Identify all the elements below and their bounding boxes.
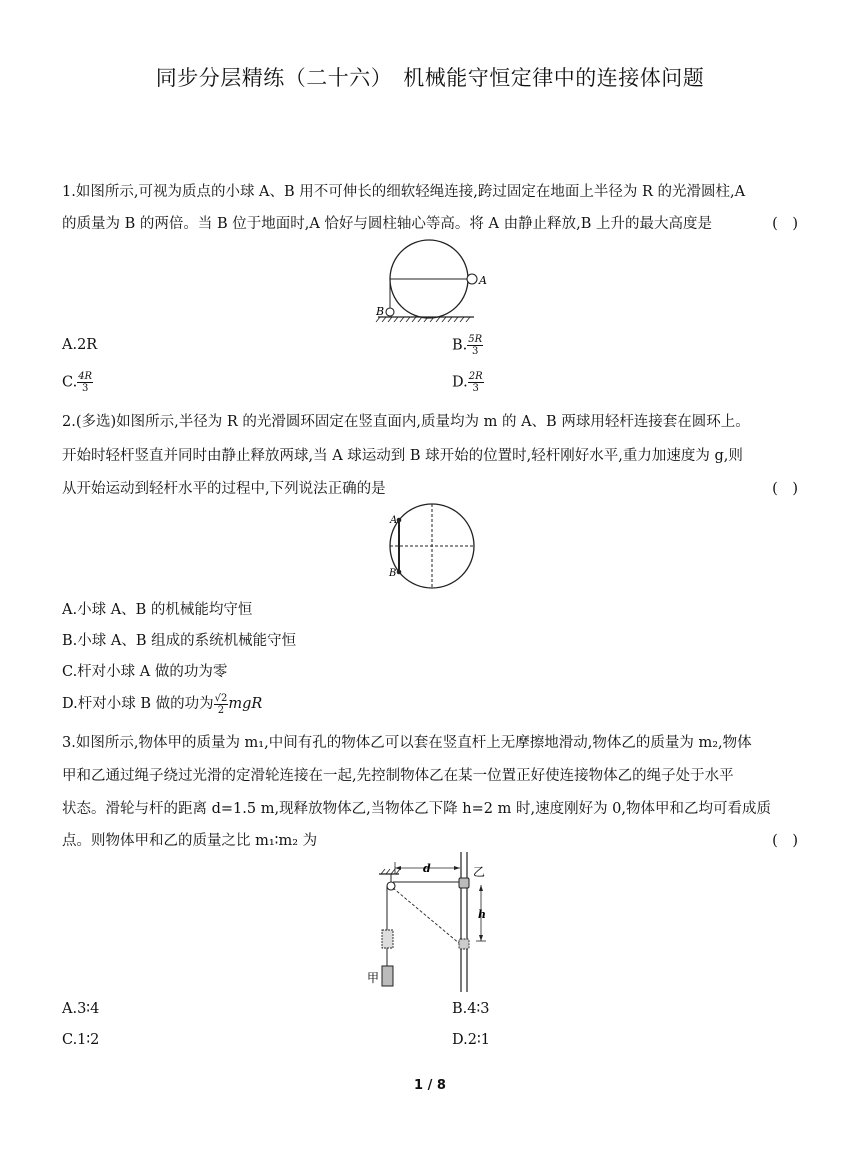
q2-figure bbox=[380, 500, 490, 592]
q3-option-c: C.1∶2 bbox=[62, 1032, 100, 1048]
q1-option-d: D. $\frac{2R}{3}$ bbox=[452, 371, 483, 394]
q1-option-b: B. $\frac{5R}{3}$ bbox=[452, 334, 483, 357]
q3-text-line2: 甲和乙通过绳子绕过光滑的定滑轮连接在一起,先控制物体乙在某一位置正好使连接物体乙的绳子处于水平 bbox=[62, 768, 734, 784]
q1-figure bbox=[370, 238, 500, 324]
q2-text-line2: 开始时轻杆竖直并同时由静止释放两球,当 A 球运动到 B 球开始的位置时,轻杆刚好水平,重力加速度为 g,则 bbox=[62, 448, 743, 464]
q1-option-a: A.2R bbox=[62, 337, 98, 353]
q1-answer-paren: ( ) bbox=[772, 216, 798, 232]
q3-text-line4: 点。则物体甲和乙的质量之比 m₁∶m₂ 为 bbox=[62, 833, 318, 849]
q3-fig-label-jia: 甲 bbox=[367, 971, 380, 985]
q2-text-line3: 从开始运动到轻杆水平的过程中,下列说法正确的是 bbox=[62, 481, 386, 497]
q2-answer-paren: ( ) bbox=[772, 481, 798, 497]
q2-text-line1: 2.(多选)如图所示,半径为 R 的光滑圆环固定在竖直面内,质量均为 m 的 A、B 两球用轻杆连接套在圆环上。 bbox=[62, 414, 750, 430]
page-number: 1 / 8 bbox=[414, 1078, 446, 1093]
q3-text-line3: 状态。滑轮与杆的距离 d=1.5 m,现释放物体乙,当物体乙下降 h=2 m 时,速度刚好为 0,物体甲和乙均可看成质 bbox=[62, 801, 772, 817]
q3-option-d: D.2∶1 bbox=[452, 1032, 490, 1048]
q2-option-c: C.杆对小球 A 做的功为零 bbox=[62, 664, 228, 680]
q3-figure bbox=[365, 852, 505, 992]
q1-text-line1: 1.如图所示,可视为质点的小球 A、B 用不可伸长的细软轻绳连接,跨过固定在地面上半径为 R 的光滑圆柱,A bbox=[62, 184, 746, 200]
q3-answer-paren: ( ) bbox=[772, 833, 798, 849]
q3-option-a: A.3∶4 bbox=[62, 1001, 100, 1017]
q3-option-b: B.4∶3 bbox=[452, 1001, 490, 1017]
q3-fig-label-d: d bbox=[423, 862, 431, 875]
page-title: 同步分层精练（二十六） 机械能守恒定律中的连接体问题 bbox=[155, 66, 705, 90]
q1-option-c: C. $\frac{4R}{3}$ bbox=[62, 371, 93, 394]
q3-fig-label-yi: 乙 bbox=[473, 865, 486, 879]
q3-text-line1: 3.如图所示,物体甲的质量为 m₁,中间有孔的物体乙可以套在竖直杆上无摩擦地滑动,物体乙的质量为 m₂,物体 bbox=[62, 735, 752, 751]
q1-fig-label-a: A bbox=[479, 274, 487, 287]
q1-text-line2: 的质量为 B 的两倍。当 B 位于地面时,A 恰好与圆柱轴心等高。将 A 由静止释放,B 上升的最大高度是 bbox=[62, 216, 712, 232]
q2-fig-label-b: B bbox=[389, 568, 397, 579]
q2-option-b: B.小球 A、B 组成的系统机械能守恒 bbox=[62, 633, 297, 649]
q2-option-d: D.杆对小球 B 做的功为 $\frac{√2}{2}$ mgR bbox=[62, 692, 263, 716]
q3-fig-label-h: h bbox=[478, 908, 486, 921]
q2-fig-label-a: A bbox=[390, 515, 398, 526]
q1-fig-label-b: B bbox=[376, 305, 385, 318]
q2-option-a: A.小球 A、B 的机械能均守恒 bbox=[62, 602, 253, 618]
